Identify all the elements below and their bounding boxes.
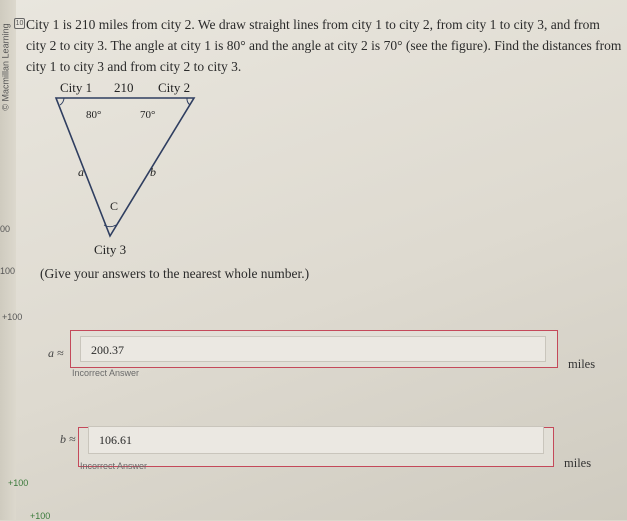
answer-a-input[interactable]: 200.37 [80,336,546,362]
city3-label: City 3 [94,242,127,257]
score-marker: +100 [8,478,29,488]
question-number-icon: 10 [15,20,24,27]
answer-a-units: miles [568,357,596,371]
triangle-shape [56,98,194,236]
answer-a-status: Incorrect Answer [72,368,140,378]
triangle-figure [48,78,208,264]
answer-b-label: b ≈ [60,432,76,446]
answer-a-label: a ≈ [48,346,64,360]
copyright-text: © Macmillan Learning [0,23,11,111]
angle2-label: 70° [140,109,156,121]
problem-statement: City 1 is 210 miles from city 2. We draw straight lines from city 1 to city 2, from city 1 to city 3, and from city 2 to city 3. The angle at city 1 is 80° and the angle at city 2 is 70° (see the figure). Find the distances from city 1 to city 3 and from city 2 to city 3. [26,17,622,74]
angle1-arc [60,98,64,105]
top-side-label: 210 [114,80,134,95]
side-b-label: b [150,165,156,179]
instruction-text: (Give your answers to the nearest whole number.) [40,266,310,281]
answer-b-input[interactable]: 106.61 [88,426,544,454]
answer-b-status: Incorrect Answer [80,461,148,471]
city2-label: City 2 [158,80,191,95]
city1-label: City 1 [60,80,93,95]
score-marker: +100 [2,312,23,322]
side-a-label: a [78,165,84,179]
score-marker: 100 [0,266,16,276]
score-marker: 00 [0,224,11,234]
angle-c-label: C [110,199,119,213]
angle1-label: 80° [86,109,102,121]
answer-b-units: miles [564,456,592,470]
angle2-arc [187,98,190,105]
score-marker: +100 [30,511,51,521]
